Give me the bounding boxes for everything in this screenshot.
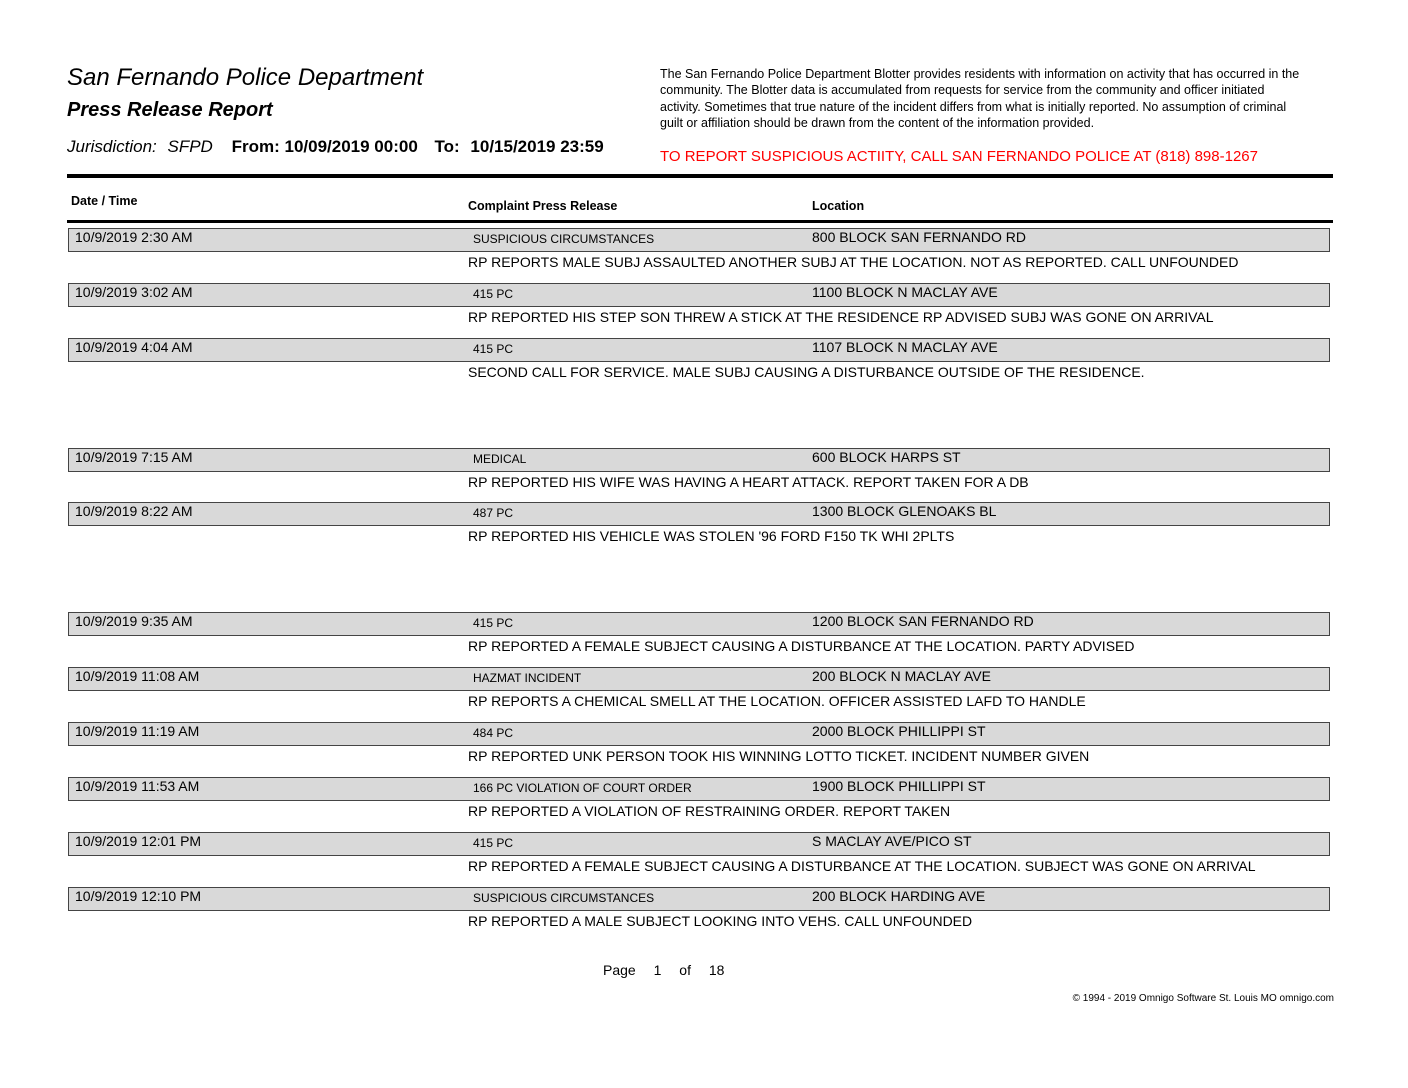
row-category: 415 PC	[473, 836, 514, 850]
row-category: 415 PC	[473, 342, 514, 356]
row-datetime: 10/9/2019 12:10 PM	[75, 888, 202, 904]
report-parameters	[67, 137, 604, 157]
table-row	[0, 777, 1408, 829]
pagination	[603, 962, 738, 978]
row-header-bar	[68, 777, 1330, 801]
page-of-label: of	[679, 962, 691, 978]
page-number: 1	[653, 962, 662, 978]
header-divider	[67, 174, 1333, 178]
row-category: 415 PC	[473, 287, 514, 301]
row-location: 2000 BLOCK PHILLIPPI ST	[812, 723, 986, 739]
copyright-notice: © 1994 - 2019 Omnigo Software St. Louis MO omnigo.com	[1072, 993, 1334, 1004]
table-row	[0, 448, 1408, 500]
row-header-bar	[68, 887, 1330, 911]
row-category: MEDICAL	[473, 452, 527, 466]
row-datetime: 10/9/2019 7:15 AM	[75, 449, 193, 465]
row-description: RP REPORTED A MALE SUBJECT LOOKING INTO VEHS. CALL UNFOUNDED	[468, 913, 973, 929]
row-description: RP REPORTS A CHEMICAL SMELL AT THE LOCATION. OFFICER ASSISTED LAFD TO HANDLE	[468, 693, 1086, 709]
page-total: 18	[708, 962, 725, 978]
table-row	[0, 502, 1408, 554]
row-datetime: 10/9/2019 2:30 AM	[75, 229, 193, 245]
row-datetime: 10/9/2019 11:53 AM	[75, 778, 200, 794]
table-row	[0, 612, 1408, 664]
row-category: 484 PC	[473, 726, 514, 740]
row-header-bar	[68, 283, 1330, 307]
row-datetime: 10/9/2019 12:01 PM	[75, 833, 202, 849]
row-header-bar	[68, 667, 1330, 691]
table-row	[0, 667, 1408, 719]
row-location: 1200 BLOCK SAN FERNANDO RD	[812, 613, 1034, 629]
row-header-bar	[68, 722, 1330, 746]
to-value: 10/15/2019 23:59	[470, 137, 604, 156]
from-label: From:	[231, 137, 280, 156]
row-description: RP REPORTED HIS VEHICLE WAS STOLEN '96 FORD F150 TK WHI 2PLTS	[468, 528, 955, 544]
row-location: 800 BLOCK SAN FERNANDO RD	[812, 229, 1026, 245]
row-header-bar	[68, 612, 1330, 636]
row-location: 1300 BLOCK GLENOAKS BL	[812, 503, 997, 519]
to-label: To:	[434, 137, 460, 156]
page-label: Page	[603, 962, 636, 978]
column-header-complaint: Complaint Press Release	[468, 199, 618, 213]
row-category: SUSPICIOUS CIRCUMSTANCES	[473, 232, 655, 246]
row-datetime: 10/9/2019 11:08 AM	[75, 668, 200, 684]
row-description: RP REPORTED A FEMALE SUBJECT CAUSING A DISTURBANCE AT THE LOCATION. SUBJECT WAS GONE ON ARRIVAL	[468, 858, 1256, 874]
row-description: RP REPORTED HIS WIFE WAS HAVING A HEART ATTACK. REPORT TAKEN FOR A DB	[468, 474, 1029, 490]
table-row	[0, 832, 1408, 884]
table-row	[0, 338, 1408, 390]
row-header-bar	[68, 448, 1330, 472]
table-row	[0, 887, 1408, 939]
row-header-bar	[68, 832, 1330, 856]
row-location: 600 BLOCK HARPS ST	[812, 449, 961, 465]
report-title: Press Release Report	[67, 99, 273, 121]
row-datetime: 10/9/2019 4:04 AM	[75, 339, 193, 355]
row-category: 415 PC	[473, 616, 514, 630]
row-location: 1107 BLOCK N MACLAY AVE	[812, 339, 998, 355]
row-header-bar	[68, 338, 1330, 362]
row-location: S MACLAY AVE/PICO ST	[812, 833, 972, 849]
row-description: RP REPORTS MALE SUBJ ASSAULTED ANOTHER SUBJ AT THE LOCATION. NOT AS REPORTED. CALL UNFOUNDED	[468, 254, 1239, 270]
row-description: RP REPORTED UNK PERSON TOOK HIS WINNING LOTTO TICKET. INCIDENT NUMBER GIVEN	[468, 748, 1090, 764]
row-description: RP REPORTED A VIOLATION OF RESTRAINING ORDER. REPORT TAKEN	[468, 803, 951, 819]
row-location: 1900 BLOCK PHILLIPPI ST	[812, 778, 986, 794]
column-header-divider	[67, 220, 1333, 223]
row-description: SECOND CALL FOR SERVICE. MALE SUBJ CAUSING A DISTURBANCE OUTSIDE OF THE RESIDENCE.	[468, 364, 1145, 380]
row-location: 200 BLOCK N MACLAY AVE	[812, 668, 991, 684]
row-datetime: 10/9/2019 3:02 AM	[75, 284, 193, 300]
row-category: SUSPICIOUS CIRCUMSTANCES	[473, 891, 655, 905]
row-category: HAZMAT INCIDENT	[473, 671, 582, 685]
row-datetime: 10/9/2019 9:35 AM	[75, 613, 193, 629]
row-header-bar	[68, 502, 1330, 526]
row-datetime: 10/9/2019 8:22 AM	[75, 503, 193, 519]
table-row	[0, 228, 1408, 280]
table-row	[0, 283, 1408, 335]
from-value: 10/09/2019 00:00	[284, 137, 418, 156]
row-header-bar	[68, 228, 1330, 252]
column-header-location: Location	[812, 199, 865, 213]
row-category: 487 PC	[473, 506, 514, 520]
jurisdiction-value: SFPD	[167, 137, 213, 156]
row-description: RP REPORTED A FEMALE SUBJECT CAUSING A DISTURBANCE AT THE LOCATION. PARTY ADVISED	[468, 638, 1135, 654]
row-location: 1100 BLOCK N MACLAY AVE	[812, 284, 998, 300]
row-datetime: 10/9/2019 11:19 AM	[75, 723, 200, 739]
row-category: 166 PC VIOLATION OF COURT ORDER	[473, 781, 692, 795]
department-name: San Fernando Police Department	[67, 64, 424, 91]
table-row	[0, 722, 1408, 774]
column-header-datetime: Date / Time	[71, 194, 138, 208]
row-description: RP REPORTED HIS STEP SON THREW A STICK AT THE RESIDENCE RP ADVISED SUBJ WAS GONE ON ARRIVAL	[468, 309, 1214, 325]
suspicious-activity-warning: TO REPORT SUSPICIOUS ACTIITY, CALL SAN FERNANDO POLICE AT (818) 898-1267	[660, 148, 1258, 165]
jurisdiction-label: Jurisdiction:	[67, 137, 157, 156]
row-location: 200 BLOCK HARDING AVE	[812, 888, 986, 904]
blotter-disclaimer: The San Fernando Police Department Blotter provides residents with information on activity that has occurred in the community. The Blotter data is accumulated from requests for service from the community and officer initiated activity. Sometimes that true nature of the incident differs from what is initially reported. No assumption of criminal guilt or affiliation should be drawn from the content of the information provided.	[660, 67, 1300, 131]
